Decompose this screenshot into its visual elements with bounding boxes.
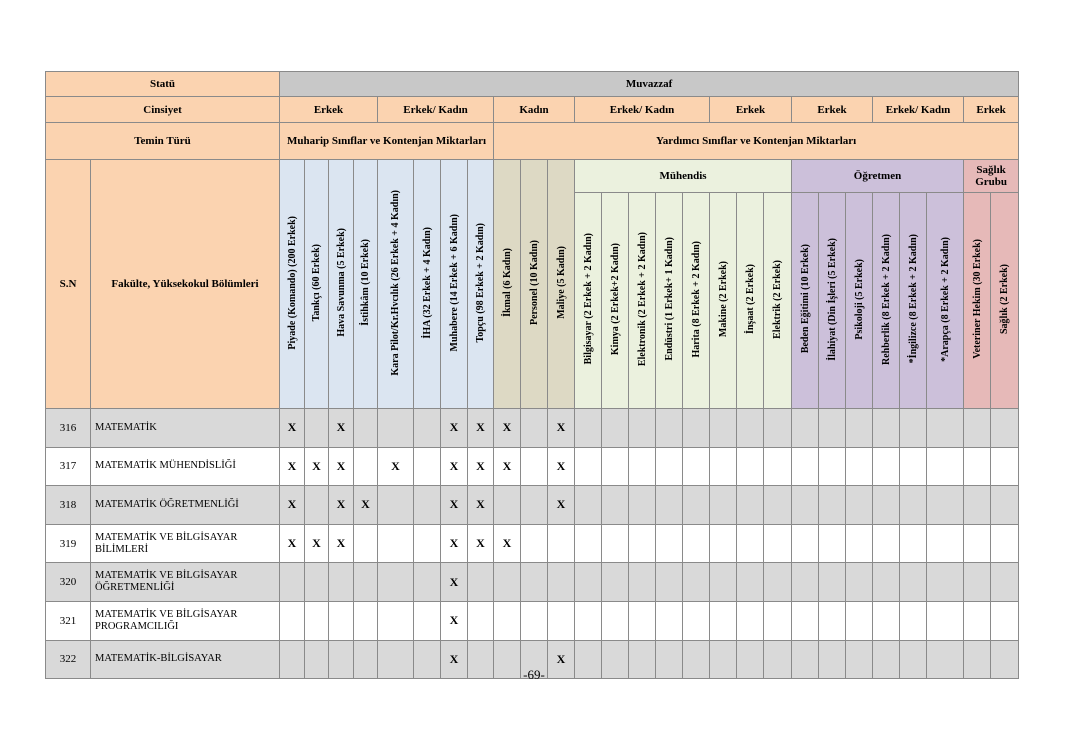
col-header: Topçu (98 Erkek + 2 Kadın)	[468, 160, 494, 409]
mark-cell	[846, 524, 873, 563]
mark-cell	[900, 601, 927, 640]
mark-cell	[964, 524, 991, 563]
mark-cell	[414, 409, 441, 448]
mark-cell	[710, 563, 737, 602]
mark-cell	[575, 486, 602, 525]
table-row	[46, 447, 1019, 486]
mark-cell	[468, 601, 494, 640]
mark-cell: X	[329, 486, 354, 525]
mark-cell	[629, 447, 656, 486]
mark-cell	[991, 601, 1019, 640]
col-header: Psikoloji (5 Erkek)	[846, 193, 873, 409]
mark-cell	[873, 409, 900, 448]
col-header: Endüstri (1 Erkek+ 1 Kadın)	[656, 193, 683, 409]
mark-cell	[927, 524, 964, 563]
mark-cell	[792, 486, 819, 525]
mark-cell: X	[441, 601, 468, 640]
mark-cell	[819, 486, 846, 525]
cinsiyet-group: Kadın	[494, 97, 575, 123]
mark-cell	[991, 563, 1019, 602]
mark-cell	[548, 563, 575, 602]
mark-cell	[378, 409, 414, 448]
col-header: *Arapça (8 Erkek + 2 Kadın)	[927, 193, 964, 409]
mark-cell	[414, 486, 441, 525]
mark-cell	[602, 524, 629, 563]
mark-cell: X	[548, 447, 575, 486]
mark-cell	[683, 563, 710, 602]
col-header: Bilgisayar (2 Erkek + 2 Kadın)	[575, 193, 602, 409]
mark-cell	[710, 486, 737, 525]
mark-cell	[378, 601, 414, 640]
mark-cell	[521, 563, 548, 602]
mark-cell	[629, 524, 656, 563]
mark-cell	[602, 563, 629, 602]
mark-cell	[575, 447, 602, 486]
mark-cell	[575, 563, 602, 602]
mark-cell	[378, 486, 414, 525]
mark-cell: X	[441, 447, 468, 486]
mark-cell: X	[441, 486, 468, 525]
col-header: Maliye (5 Kadın)	[548, 160, 575, 409]
statu-value: Muvazzaf	[280, 72, 1019, 97]
mark-cell	[354, 447, 378, 486]
saglik-grubu-header: Sağlık Grubu	[964, 160, 1019, 193]
col-header: Sağlık (2 Erkek)	[991, 193, 1019, 409]
mark-cell: X	[441, 409, 468, 448]
mark-cell: X	[494, 447, 521, 486]
table-row	[46, 486, 1019, 525]
cinsiyet-group: Erkek	[792, 97, 873, 123]
mark-cell	[329, 601, 354, 640]
mark-cell	[575, 409, 602, 448]
cinsiyet-group: Erkek/ Kadın	[873, 97, 964, 123]
col-header: Piyade (Komando) (200 Erkek)	[280, 160, 305, 409]
muharip-header: Muharip Sınıflar ve Kontenjan Miktarları	[280, 123, 494, 160]
mark-cell	[710, 601, 737, 640]
mark-cell	[683, 486, 710, 525]
mark-cell	[414, 563, 441, 602]
mark-cell	[900, 563, 927, 602]
mark-cell: X	[548, 486, 575, 525]
row-faculty-name: MATEMATİK	[91, 409, 280, 448]
cinsiyet-label: Cinsiyet	[46, 97, 280, 123]
mark-cell	[602, 486, 629, 525]
table-row	[46, 601, 1019, 640]
mark-cell: X	[441, 524, 468, 563]
mark-cell: X	[468, 409, 494, 448]
cinsiyet-group: Erkek/ Kadın	[575, 97, 710, 123]
mark-cell	[927, 563, 964, 602]
mark-cell	[414, 447, 441, 486]
mark-cell	[737, 563, 764, 602]
mark-cell: X	[354, 486, 378, 525]
mark-cell	[764, 563, 792, 602]
mark-cell	[737, 524, 764, 563]
mark-cell	[964, 409, 991, 448]
cinsiyet-group: Erkek	[964, 97, 1019, 123]
mark-cell	[819, 601, 846, 640]
mark-cell	[305, 601, 329, 640]
mark-cell	[964, 486, 991, 525]
mark-cell	[494, 601, 521, 640]
mark-cell: X	[280, 409, 305, 448]
mark-cell	[927, 601, 964, 640]
row-sn: 319	[46, 524, 91, 563]
mark-cell	[494, 563, 521, 602]
col-header: *İngilizce (8 Erkek + 2 Kadın)	[900, 193, 927, 409]
mark-cell	[792, 409, 819, 448]
mark-cell: X	[280, 447, 305, 486]
mark-cell	[602, 409, 629, 448]
mark-cell	[846, 563, 873, 602]
mark-cell	[873, 601, 900, 640]
mark-cell	[900, 524, 927, 563]
col-header: Personel (10 Kadın)	[521, 160, 548, 409]
mark-cell	[900, 447, 927, 486]
muhendis-header: Mühendis	[575, 160, 792, 193]
mark-cell	[683, 409, 710, 448]
mark-cell	[819, 524, 846, 563]
mark-cell	[819, 447, 846, 486]
mark-cell	[873, 486, 900, 525]
mark-cell	[737, 486, 764, 525]
mark-cell	[846, 447, 873, 486]
mark-cell	[873, 563, 900, 602]
mark-cell	[991, 524, 1019, 563]
ogretmen-header: Öğretmen	[792, 160, 964, 193]
mark-cell	[378, 563, 414, 602]
mark-cell	[354, 601, 378, 640]
mark-cell	[575, 601, 602, 640]
mark-cell	[846, 409, 873, 448]
mark-cell: X	[305, 447, 329, 486]
col-header: Rehberlik (8 Erkek + 2 Kadın)	[873, 193, 900, 409]
mark-cell	[629, 409, 656, 448]
mark-cell	[991, 409, 1019, 448]
col-header: Kara Pilot/Kr.Hvcılık (26 Erkek + 4 Kadın)	[378, 160, 414, 409]
mark-cell	[873, 524, 900, 563]
mark-cell: X	[468, 486, 494, 525]
mark-cell: X	[468, 447, 494, 486]
table-row	[46, 563, 1019, 602]
mark-cell	[927, 486, 964, 525]
mark-cell	[521, 409, 548, 448]
mark-cell	[414, 601, 441, 640]
mark-cell	[656, 524, 683, 563]
mark-cell	[656, 486, 683, 525]
col-header: İstihkâm (10 Erkek)	[354, 160, 378, 409]
mark-cell	[927, 409, 964, 448]
mark-cell	[305, 486, 329, 525]
mark-cell	[819, 563, 846, 602]
mark-cell	[354, 409, 378, 448]
mark-cell	[305, 563, 329, 602]
mark-cell	[710, 447, 737, 486]
mark-cell	[737, 447, 764, 486]
mark-cell: X	[329, 447, 354, 486]
row-faculty-name: MATEMATİK-BİLGİSAYAR	[91, 640, 280, 679]
col-header: Makine (2 Erkek)	[710, 193, 737, 409]
row-faculty-name: MATEMATİK ÖĞRETMENLİĞİ	[91, 486, 280, 525]
mark-cell	[305, 409, 329, 448]
mark-cell	[846, 486, 873, 525]
mark-cell	[683, 601, 710, 640]
col-header: Beden Eğitimi (10 Erkek)	[792, 193, 819, 409]
col-header: Elektronik (2 Erkek + 2 Kadın)	[629, 193, 656, 409]
row-faculty-name: MATEMATİK VE BİLGİSAYAR PROGRAMCILIĞI	[91, 601, 280, 640]
mark-cell	[629, 601, 656, 640]
mark-cell	[521, 524, 548, 563]
statu-label: Statü	[46, 72, 280, 97]
mark-cell	[329, 563, 354, 602]
mark-cell	[819, 409, 846, 448]
cinsiyet-group: Erkek	[280, 97, 378, 123]
mark-cell	[521, 601, 548, 640]
mark-cell	[354, 524, 378, 563]
row-sn: 322	[46, 640, 91, 679]
sn-header: S.N	[46, 160, 91, 409]
temin-label: Temin Türü	[46, 123, 280, 160]
mark-cell: X	[280, 486, 305, 525]
row-sn: 321	[46, 601, 91, 640]
mark-cell: X	[329, 409, 354, 448]
mark-cell	[737, 409, 764, 448]
table-row	[46, 409, 1019, 448]
mark-cell	[280, 601, 305, 640]
kontenjan-table	[45, 71, 1019, 679]
mark-cell: X	[468, 524, 494, 563]
mark-cell	[548, 601, 575, 640]
mark-cell	[792, 447, 819, 486]
yardimci-header: Yardımcı Sınıflar ve Kontenjan Miktarları	[494, 123, 1019, 160]
mark-cell: X	[378, 447, 414, 486]
mark-cell	[764, 524, 792, 563]
row-sn: 320	[46, 563, 91, 602]
mark-cell	[629, 486, 656, 525]
mark-cell	[656, 563, 683, 602]
col-header: Elektrik (2 Erkek)	[764, 193, 792, 409]
mark-cell	[737, 601, 764, 640]
mark-cell	[656, 601, 683, 640]
row-sn: 318	[46, 486, 91, 525]
mark-cell	[683, 447, 710, 486]
mark-cell	[764, 447, 792, 486]
col-header: Hava Savunma (5 Erkek)	[329, 160, 354, 409]
mark-cell	[468, 563, 494, 602]
mark-cell	[710, 409, 737, 448]
mark-cell: X	[441, 563, 468, 602]
mark-cell: X	[329, 524, 354, 563]
mark-cell	[764, 601, 792, 640]
mark-cell	[764, 409, 792, 448]
cinsiyet-group: Erkek	[710, 97, 792, 123]
mark-cell	[792, 601, 819, 640]
mark-cell	[764, 486, 792, 525]
mark-cell: X	[494, 409, 521, 448]
mark-cell: X	[494, 524, 521, 563]
mark-cell	[414, 524, 441, 563]
mark-cell	[602, 601, 629, 640]
page-number: -69-	[523, 667, 545, 682]
mark-cell	[964, 563, 991, 602]
mark-cell	[280, 563, 305, 602]
mark-cell	[900, 409, 927, 448]
mark-cell	[354, 563, 378, 602]
mark-cell	[548, 524, 575, 563]
mark-cell	[873, 447, 900, 486]
col-header: Harita (8 Erkek + 2 Kadın)	[683, 193, 710, 409]
mark-cell	[656, 447, 683, 486]
mark-cell: X	[305, 524, 329, 563]
col-header: İlahiyat (Din İşleri (5 Erkek)	[819, 193, 846, 409]
mark-cell: X	[548, 409, 575, 448]
mark-cell	[521, 486, 548, 525]
mark-cell	[964, 447, 991, 486]
col-header: İnşaat (2 Erkek)	[737, 193, 764, 409]
mark-cell	[602, 447, 629, 486]
mark-cell	[575, 524, 602, 563]
row-faculty-name: MATEMATİK MÜHENDİSLİĞİ	[91, 447, 280, 486]
row-faculty-name: MATEMATİK VE BİLGİSAYAR BİLİMLERİ	[91, 524, 280, 563]
mark-cell	[494, 486, 521, 525]
mark-cell	[991, 447, 1019, 486]
col-header: Veteriner Hekim (30 Erkek)	[964, 193, 991, 409]
mark-cell	[629, 563, 656, 602]
fakulte-header: Fakülte, Yüksekokul Bölümleri	[91, 160, 280, 409]
mark-cell	[710, 524, 737, 563]
cinsiyet-group: Erkek/ Kadın	[378, 97, 494, 123]
mark-cell	[792, 524, 819, 563]
row-sn: 317	[46, 447, 91, 486]
col-header: İkmal (6 Kadın)	[494, 160, 521, 409]
mark-cell	[683, 524, 710, 563]
row-faculty-name: MATEMATİK VE BİLGİSAYAR ÖĞRETMENLİĞİ	[91, 563, 280, 602]
mark-cell: X	[548, 640, 575, 679]
table-row	[46, 524, 1019, 563]
mark-cell: X	[441, 640, 468, 679]
mark-cell	[846, 601, 873, 640]
mark-cell	[900, 486, 927, 525]
mark-cell: X	[280, 524, 305, 563]
col-header: İHA (32 Erkek + 4 Kadın)	[414, 160, 441, 409]
col-header: Tankçı (60 Erkek)	[305, 160, 329, 409]
mark-cell	[792, 563, 819, 602]
mark-cell	[927, 447, 964, 486]
col-header: Kimya (2 Erkek+2 Kadın)	[602, 193, 629, 409]
mark-cell	[656, 409, 683, 448]
mark-cell	[991, 486, 1019, 525]
mark-cell	[378, 524, 414, 563]
mark-cell	[964, 601, 991, 640]
row-sn: 316	[46, 409, 91, 448]
col-header: Muhabere (14 Erkek + 6 Kadın)	[441, 160, 468, 409]
mark-cell	[521, 447, 548, 486]
